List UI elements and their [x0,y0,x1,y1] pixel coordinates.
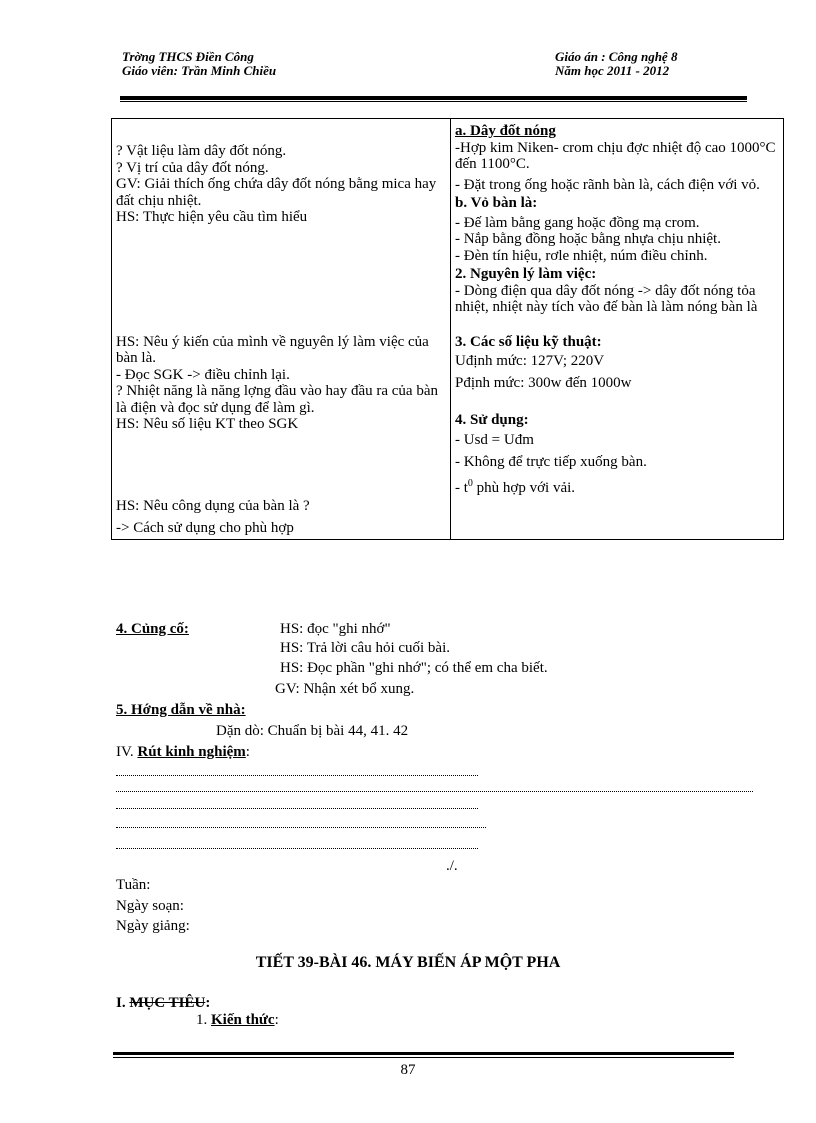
usage-note: -> Cách sử dụng cho phù hợp [116,519,294,536]
section-a-title: a. Dây đốt nóng [455,123,556,139]
week-label: Tuần: [116,877,151,893]
teach-date-label: Ngày giảng: [116,918,190,934]
question-energy: ? Nhiệt năng là năng lợng đầu vào hay đầu ra của bàn là điện và đọc sử dụng để làm gì. [116,383,438,416]
teacher-student-column [112,119,451,540]
huongdan-line-1: Dặn dò: Chuẩn bị bài 44, 41. 42 [216,723,409,739]
huongdan-label: 5. Hớng dẫn về nhà: [116,702,246,718]
section-b-title: b. Vỏ bàn là: [455,195,538,211]
cungco-line-3: HS: Đọc phần "ghi nhớ"; có thể em cha biết. [280,660,548,676]
note-line-4 [116,827,486,828]
header-rule-thin [120,101,747,102]
subject: Giáo án : Công nghệ 8 [555,49,678,64]
read-sgk: - Đọc SGK -> điều chỉnh lại. [116,366,290,383]
school-year: Năm học 2011 - 2012 [555,63,670,78]
cungco-line-1: HS: đọc "ghi nhớ" [280,621,391,637]
question-position: ? Vị trí của dây đốt nóng. [116,159,269,176]
question-material: ? Vật liệu làm dây đốt nóng. [116,143,287,159]
section-2-text: - Dòng điện qua dây đốt nóng -> dây đốt nóng tỏa nhiệt, nhiệt này tích vào đế bàn là làm nóng bàn là [455,282,758,315]
section-b-3: - Đèn tín hiệu, rơle nhiệt, núm điều chỉnh. [455,247,708,264]
teacher-name: Giáo viên: Trần Minh Chiều [122,63,277,78]
header-left [122,50,276,78]
hs-usage: HS: Nêu công dụng của bàn là ? [116,497,310,514]
content-column [451,119,784,540]
note-line-5 [116,848,478,849]
section-b-2: - Nắp bằng đồng hoặc bằng nhựa chịu nhiệt. [455,231,721,247]
knowledge-heading: 1. Kiến thức: [196,1012,279,1028]
cungco-line-2: HS: Trả lời câu hỏi cuối bài. [280,640,451,656]
objectives-heading: I. MỤC TIÊU: [116,995,211,1011]
header-rule [120,96,747,100]
section-4-a: - Usd = Uđm [455,431,534,448]
note-line-3 [116,808,478,809]
section-3-power: Pđịnh mức: 300w đến 1000w [455,375,632,391]
section-3-voltage: Uđịnh mức: 127V; 220V [455,353,605,369]
school-name: Trờng THCS Điền Công [122,49,254,64]
section-4-title: 4. Sử dụng: [455,412,529,428]
section-4-b: - Không để trực tiếp xuống bàn. [455,453,647,470]
prep-date-label: Ngày soạn: [116,898,184,914]
cungco-line-4: GV: Nhận xét bổ xung. [275,681,415,697]
note-line-2 [116,791,753,792]
rutkinh-heading: IV. Rút kinh nghiệm: [116,744,250,760]
section-3-title: 3. Các số liệu kỹ thuật: [455,333,602,350]
note-line-1 [116,775,478,776]
section-4-c: - $t^0$ phù hợp với vải. [455,477,576,496]
section-2-title: 2. Nguyên lý làm việc: [455,266,597,282]
header-right [555,50,677,78]
hs-specs: HS: Nêu số liệu KT theo SGK [116,416,299,432]
end-mark: ./. [446,858,458,874]
hs-principle: HS: Nêu ý kiến của mình về nguyên lý làm việc của bàn là. [116,333,429,366]
section-b-1: - Đế làm bằng gang hoặc đồng mạ crom. [455,214,700,231]
cungco-label: 4. Củng cố: [116,621,189,637]
table-row [112,119,784,540]
gv-explain: GV: Giải thích ống chứa dây đốt nóng bằng mica hay đất chịu nhiệt. [116,176,437,209]
footer-rule [113,1052,734,1055]
lesson-table [111,118,784,540]
page-number: 87 [400,1062,416,1078]
lesson-title: TIẾT 39-BÀI 46. MÁY BIẾN ÁP MỘT PHA [255,954,561,971]
footer-rule-thin [113,1057,734,1058]
hs-do: HS: Thực hiện yêu cầu tìm hiểu [116,209,308,225]
section-a-2: - Đặt trong ống hoặc rãnh bàn là, cách điện với vỏ. [455,176,760,193]
section-a-1: -Hợp kim Niken- crom chịu đợc nhiệt độ cao 1000°C đến 1100°C. [455,139,776,172]
